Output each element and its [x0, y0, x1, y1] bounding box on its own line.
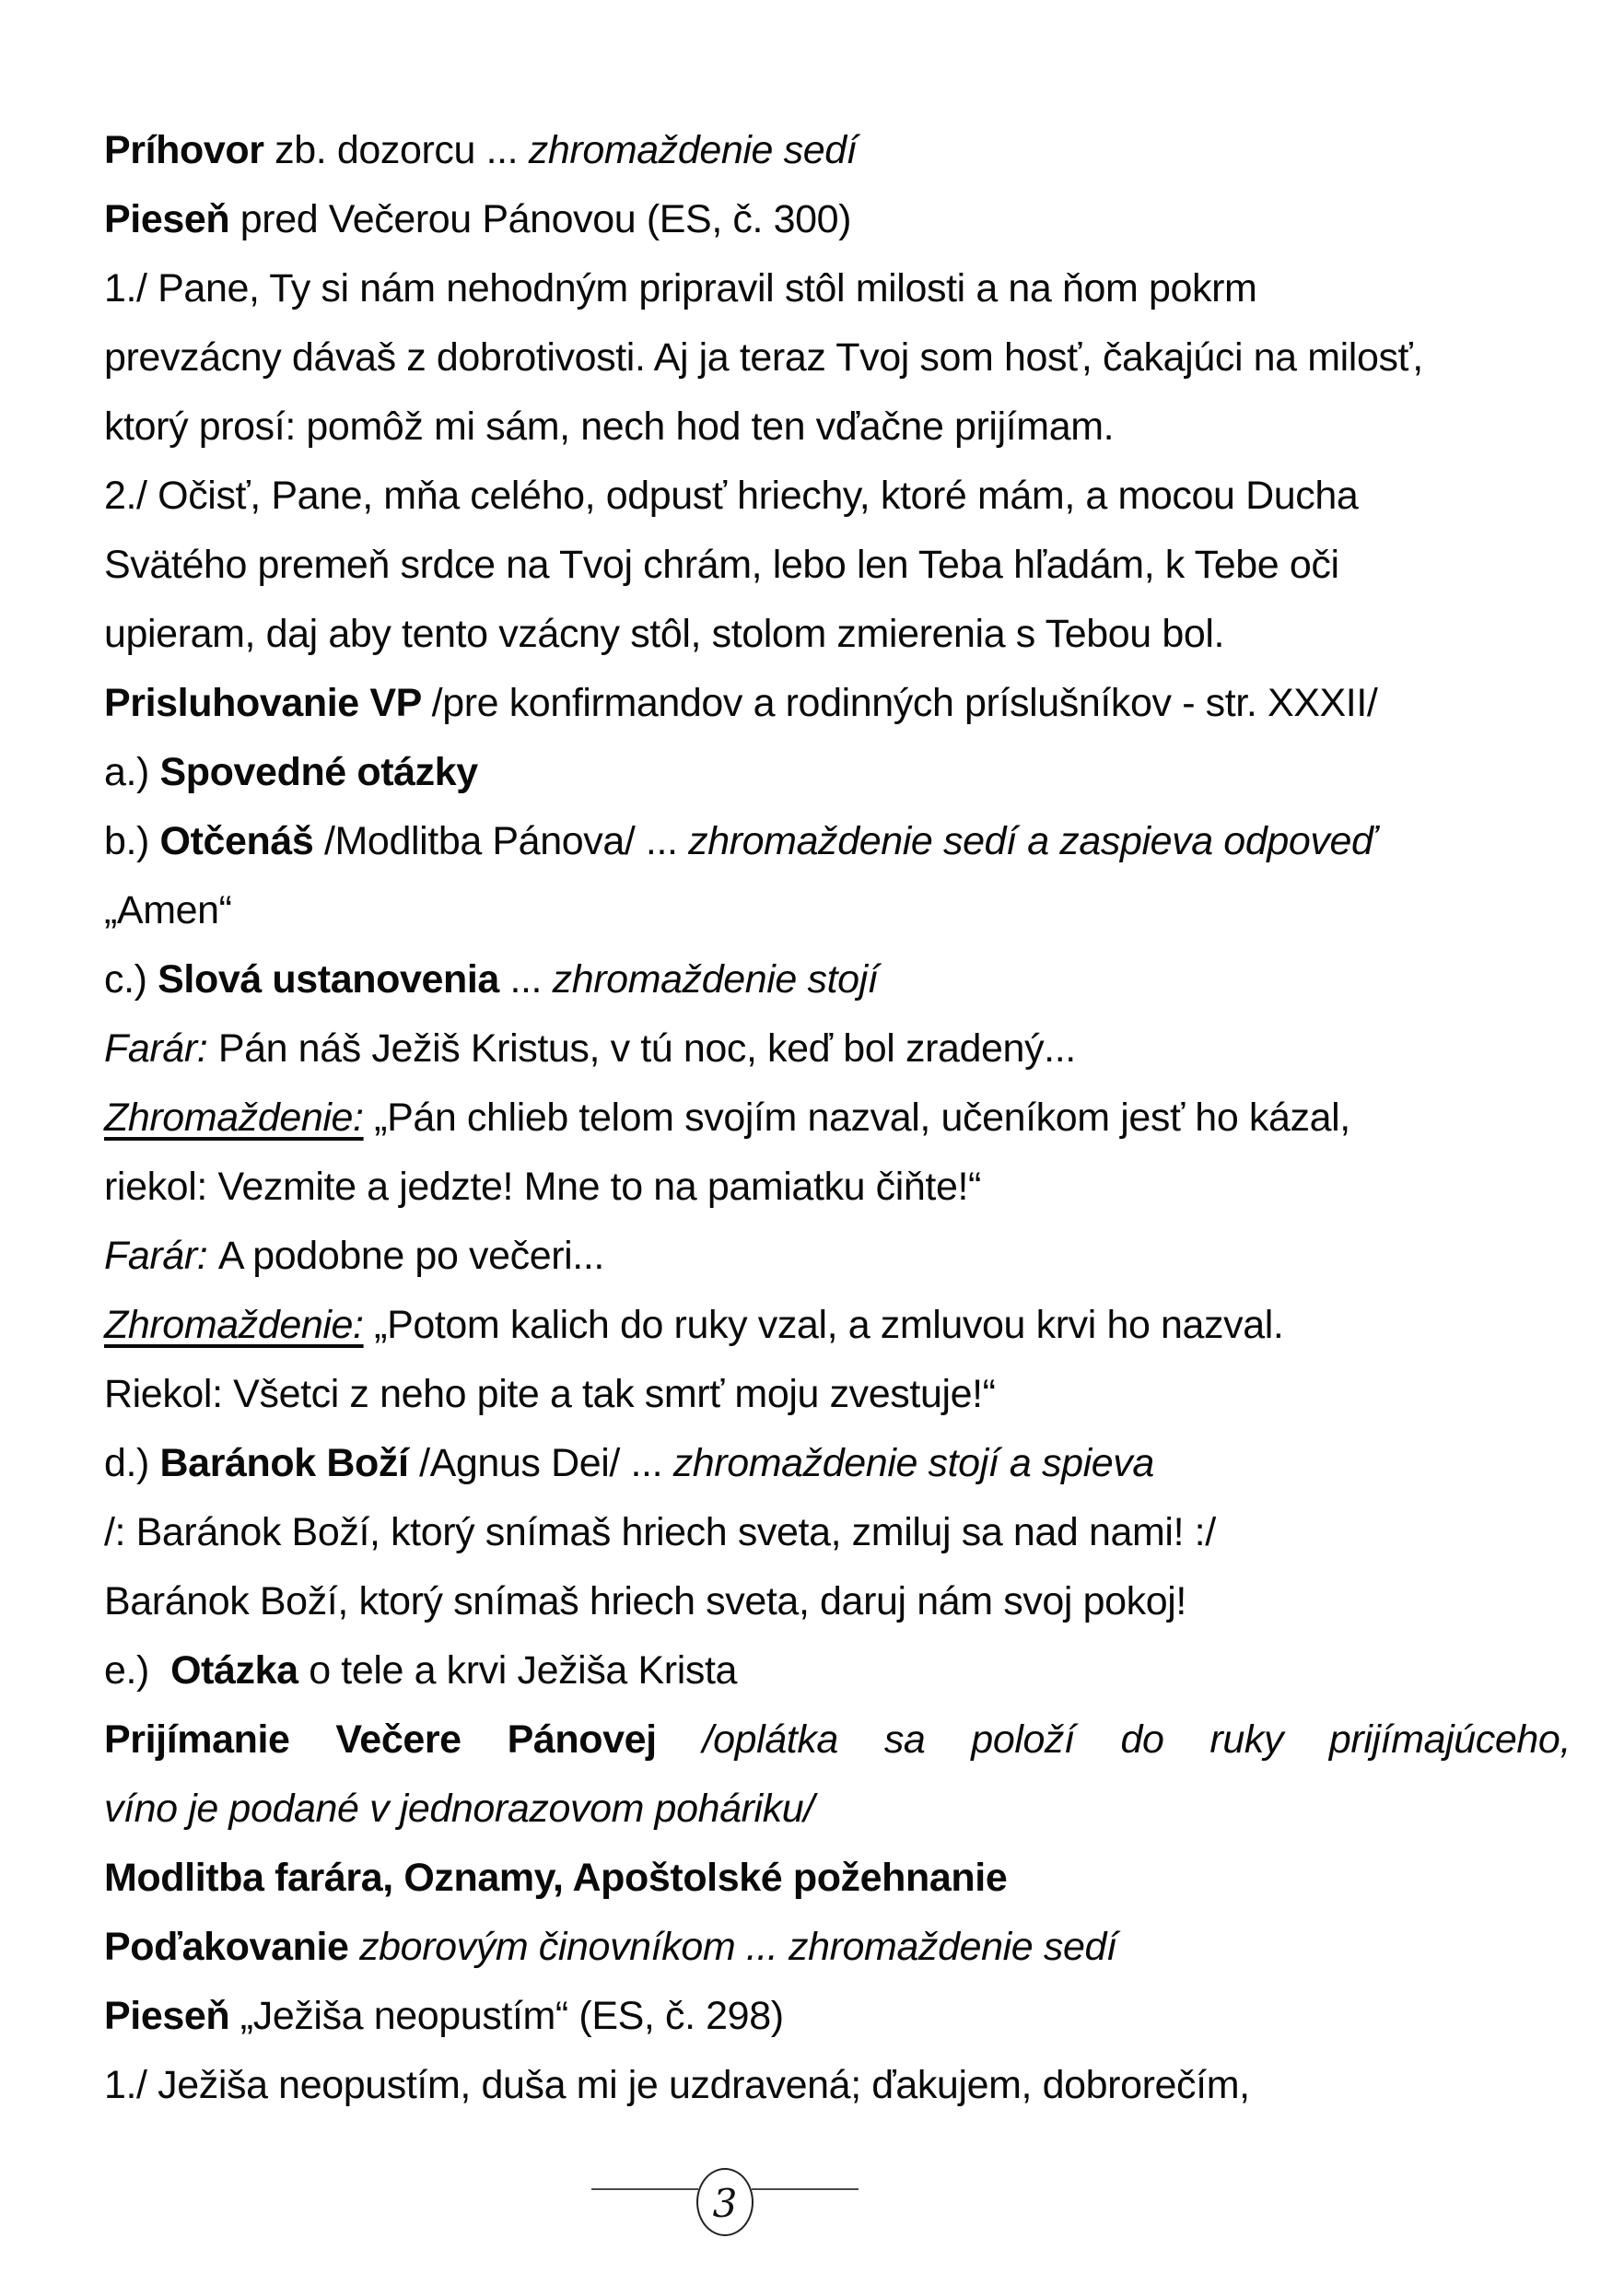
text-segment-italic-underline: Zhromaždenie:	[104, 1096, 364, 1140]
text-line	[104, 876, 1571, 945]
text-line	[104, 1153, 1571, 1222]
text-segment-bold: Pieseň	[104, 1994, 240, 2038]
text-segment-regular: Pán náš Ježiš Kristus, v tú noc, keď bol zradený...	[217, 1026, 1076, 1071]
text-segment-italic: zhromaždenie sedí	[528, 128, 858, 172]
text-segment-regular: /pre konfirmandov a rodinných príslušníkov - str. XXXII/	[431, 681, 1378, 725]
text-segment-regular: zb. dozorcu ...	[275, 128, 529, 172]
text-line	[104, 1567, 1571, 1636]
text-segment-regular: Baránok Boží, ktorý snímaš hriech sveta, daruj nám svoj pokoj!	[104, 1579, 1186, 1623]
text-segment-regular: upieram, daj aby tento vzácny stôl, stolom zmierenia s Tebou bol.	[104, 612, 1225, 656]
text-line	[104, 2051, 1571, 2120]
page-number: 3	[712, 2180, 738, 2226]
text-line	[104, 1636, 1571, 1705]
document-body	[104, 116, 1571, 2120]
text-line	[104, 1291, 1571, 1360]
text-line	[104, 738, 1571, 807]
text-line	[104, 1360, 1571, 1429]
text-segment-regular: d.)	[104, 1441, 160, 1485]
text-segment-bold: Príhovor	[104, 128, 275, 172]
text-line	[104, 669, 1571, 738]
text-segment-italic: zhromaždenie sedí a zaspieva odpoveď	[688, 819, 1376, 863]
text-segment-regular: pred Večerou Pánovou (ES, č. 300)	[240, 197, 852, 241]
text-segment-regular: A podobne po večeri...	[217, 1234, 604, 1278]
page-number-badge	[696, 2168, 754, 2236]
text-segment-italic-underline: Zhromaždenie:	[104, 1303, 364, 1347]
text-segment-bold: Slová ustanovenia	[158, 957, 510, 1002]
text-segment-italic: Farár:	[104, 1026, 218, 1071]
text-segment-regular: „Amen“	[104, 888, 232, 932]
text-segment-regular: 1./ Ježiša neopustím, duša mi je uzdravená; ďakujem, dobrorečím,	[104, 2063, 1250, 2107]
text-segment-regular: b.)	[104, 819, 160, 863]
text-segment-italic: zhromaždenie stojí	[552, 957, 879, 1002]
text-segment-bold: Poďakovanie	[104, 1925, 360, 1969]
text-segment-bold: Pieseň	[104, 197, 240, 241]
text-line	[104, 1775, 1571, 1844]
text-line	[104, 254, 1571, 323]
text-segment-regular: ktorý prosí: pomôž mi sám, nech hod ten vďačne prijímam.	[104, 404, 1115, 449]
text-line	[104, 531, 1571, 600]
text-segment-bold: Modlitba farára, Oznamy, Apoštolské požehnanie	[104, 1856, 1008, 1900]
text-segment-italic: /oplátka sa položí do ruky prijímajúceho,	[702, 1717, 1571, 1762]
text-segment-regular: riekol: Vezmite a jedzte! Mne to na pamiatku čiňte!“	[104, 1165, 981, 1209]
text-segment-bold: Prisluhovanie VP	[104, 681, 432, 725]
text-segment-regular: /Modlitba Pánova/ ...	[323, 819, 689, 863]
text-line	[104, 1705, 1571, 1775]
text-line	[104, 116, 1571, 185]
text-segment-regular: a.)	[104, 750, 160, 794]
text-segment-regular: e.)	[104, 1648, 171, 1693]
footer-rule-left	[591, 2188, 698, 2190]
text-segment-italic: zhromaždenie stojí a spieva	[672, 1441, 1154, 1485]
text-segment-regular: Svätého premeň srdce na Tvoj chrám, lebo len Teba hľadám, k Tebe oči	[104, 543, 1339, 587]
text-segment-bold: Spovedné otázky	[159, 750, 478, 794]
text-segment-bold: Prijímanie Večere Pánovej	[104, 1717, 703, 1762]
text-segment-regular: prevzácny dávaš z dobrotivosti. Aj ja teraz Tvoj som hosť, čakajúci na milosť,	[104, 335, 1423, 380]
text-segment-regular: c.)	[104, 957, 158, 1002]
text-segment-regular: o tele a krvi Ježiša Krista	[309, 1648, 738, 1693]
text-segment-italic: víno je podané v jednorazovom poháriku/	[104, 1787, 814, 1831]
text-line	[104, 600, 1571, 669]
text-line	[104, 1222, 1571, 1291]
text-segment-regular: „Potom kalich do ruky vzal, a zmluvou krvi ho nazval.	[363, 1303, 1284, 1347]
text-segment-italic: Farár:	[104, 1234, 218, 1278]
text-line	[104, 185, 1571, 254]
text-segment-regular: ...	[509, 957, 553, 1002]
text-line	[104, 323, 1571, 393]
text-line	[104, 1084, 1571, 1153]
text-segment-italic: zborovým činovníkom ... zhromaždenie sedí	[359, 1925, 1117, 1969]
text-line	[104, 393, 1571, 462]
text-segment-bold: Baránok Boží	[159, 1441, 420, 1485]
text-segment-regular: 2./ Očisť, Pane, mňa celého, odpusť hriechy, ktoré mám, a mocou Ducha	[104, 474, 1359, 518]
text-line	[104, 1429, 1571, 1498]
text-line	[104, 1844, 1571, 1913]
text-line	[104, 945, 1571, 1014]
text-segment-bold: Otázka	[170, 1648, 310, 1693]
text-segment-regular: 1./ Pane, Ty si nám nehodným pripravil stôl milosti a na ňom pokrm	[104, 266, 1257, 311]
text-segment-regular: /: Baránok Boží, ktorý snímaš hriech sveta, zmiluj sa nad nami! :/	[104, 1510, 1216, 1554]
text-segment-regular: Riekol: Všetci z neho pite a tak smrť moju zvestuje!“	[104, 1372, 996, 1416]
text-segment-regular: „Ježiša neopustím“ (ES, č. 298)	[240, 1994, 784, 2038]
text-line	[104, 1913, 1571, 1982]
text-segment-regular: /Agnus Dei/ ...	[419, 1441, 673, 1485]
text-segment-bold: Otčenáš	[159, 819, 324, 863]
text-line	[104, 807, 1571, 876]
text-line	[104, 1498, 1571, 1567]
text-segment-regular: „Pán chlieb telom svojím nazval, učeníkom jesť ho kázal,	[363, 1096, 1350, 1140]
text-line	[104, 1014, 1571, 1084]
text-line	[104, 462, 1571, 531]
page-footer	[591, 2168, 859, 2242]
footer-rule-right	[752, 2188, 859, 2190]
text-line	[104, 1982, 1571, 2051]
